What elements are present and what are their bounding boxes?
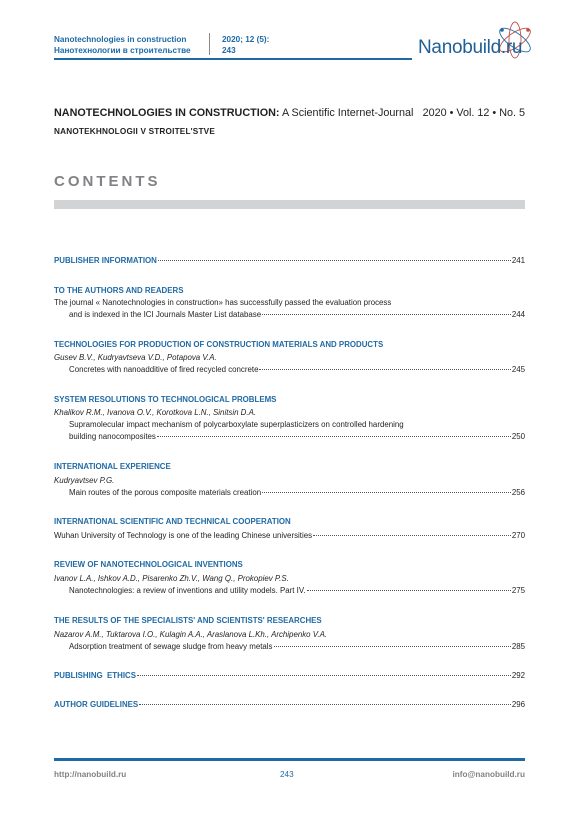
page-number: 296: [511, 700, 525, 709]
page-number: 244: [511, 310, 525, 319]
leader-dots: [262, 492, 511, 493]
section-title-results: THE RESULTS OF THE SPECIALISTS' AND SCIENTISTS' RESEARCHES: [54, 616, 322, 625]
page-number: 241: [511, 256, 525, 265]
article-title: Main routes of the porous composite materials creation: [69, 488, 262, 497]
article-title: Nanotechnologies: a review of inventions and utility models. Part IV.: [69, 586, 306, 595]
page-number: 285: [511, 642, 525, 651]
page-number: 292: [511, 671, 525, 680]
section-title-review: REVIEW OF NANOTECHNOLOGICAL INVENTIONS: [54, 560, 243, 569]
toc-author-guidelines[interactable]: [54, 700, 525, 709]
toc-entry-review[interactable]: [69, 586, 525, 595]
footer-page-number: 243: [280, 770, 294, 779]
header-rule: [54, 58, 412, 60]
leader-dots: [157, 436, 511, 437]
leader-dots: [313, 535, 511, 536]
header-journal-ru: Нанотехнологии в строительстве: [54, 46, 191, 55]
journal-title: [54, 107, 413, 119]
contents-bar: [54, 200, 525, 209]
article-title: Adsorption treatment of sewage sludge from heavy metals: [69, 642, 273, 651]
leader-dots: [274, 646, 511, 647]
article-authors: Ivanov L.A., Ishkov A.D., Pisarenko Zh.V., Wang Q., Prokopiev P.S.: [54, 574, 289, 583]
leader-dots: [307, 590, 511, 591]
page-number: 270: [511, 531, 525, 540]
leader-dots: [158, 260, 511, 261]
section-title-system-resolutions: SYSTEM RESOLUTIONS TO TECHNOLOGICAL PROBLEMS: [54, 395, 277, 404]
header-journal-name: [54, 34, 191, 56]
footer-rule: [54, 758, 525, 761]
leader-dots: [259, 369, 510, 370]
section-title: AUTHOR GUIDELINES: [54, 700, 139, 709]
leader-dots: [139, 704, 511, 705]
article-authors: Kudryavtsev P.G.: [54, 476, 115, 485]
article-title-line: building nanocomposites: [69, 432, 156, 441]
footer-url[interactable]: http://nanobuild.ru: [54, 770, 127, 779]
journal-title-rest: A Scientific Internet-Journal: [279, 107, 414, 119]
section-title-international-experience: INTERNATIONAL EXPERIENCE: [54, 462, 171, 471]
toc-entry-results[interactable]: [69, 642, 525, 651]
section-title: PUBLISHING ETHICS: [54, 671, 136, 680]
toc-entry-readers[interactable]: [69, 310, 525, 319]
page-number: 245: [511, 365, 525, 374]
article-title-line[interactable]: Supramolecular impact mechanism of polycarboxylate superplasticizers on controlled hardening: [69, 420, 404, 429]
article-authors: Nazarov A.M., Tuktarova I.O., Kulagin A.A., Araslanova L.Kh., Archipenko V.A.: [54, 630, 328, 639]
article-title: Concretes with nanoadditive of fired recycled concrete: [69, 365, 259, 374]
nanobuild-logo: [418, 18, 538, 68]
article-line[interactable]: The journal « Nanotechnologies in construction» has successfully passed the evaluation process: [54, 298, 392, 307]
leader-dots: [137, 675, 511, 676]
page-number: 275: [511, 586, 525, 595]
journal-translit: NANOTEKHNOLOGII V STROITEL'STVE: [54, 127, 215, 136]
page-number: 256: [511, 488, 525, 497]
header-citation: [222, 34, 269, 56]
article-title: Wuhan University of Technology is one of the leading Chinese universities: [54, 531, 313, 540]
header-separator: [209, 33, 210, 55]
toc-entry-technologies[interactable]: [69, 365, 525, 374]
logo-text: Nanobuild.ru: [418, 37, 523, 58]
toc-publishing-ethics[interactable]: [54, 671, 525, 680]
article-authors: Khalikov R.M., Ivanova O.V., Korotkova L.N., Sinitsin D.A.: [54, 408, 257, 417]
journal-issue: 2020 • Vol. 12 • No. 5: [422, 107, 525, 119]
page-number: 250: [511, 432, 525, 441]
section-title-technologies: TECHNOLOGIES FOR PRODUCTION OF CONSTRUCTION MATERIALS AND PRODUCTS: [54, 340, 384, 349]
section-title: PUBLISHER INFORMATION: [54, 256, 157, 265]
toc-entry-system[interactable]: [69, 432, 525, 441]
article-authors: Gusev B.V., Kudryavtseva V.D., Potapova V.A.: [54, 353, 217, 362]
section-title-cooperation: INTERNATIONAL SCIENTIFIC AND TECHNICAL COOPERATION: [54, 517, 291, 526]
journal-title-bold: NANOTECHNOLOGIES IN CONSTRUCTION:: [54, 107, 280, 119]
toc-entry-international[interactable]: [69, 488, 525, 497]
toc-entry-cooperation[interactable]: [54, 531, 525, 540]
contents-heading: CONTENTS: [54, 173, 161, 190]
header-citation-volume: 2020; 12 (5):: [222, 35, 270, 44]
header-citation-page: 243: [222, 46, 236, 55]
section-title-authors-readers: TO THE AUTHORS AND READERS: [54, 286, 184, 295]
footer-email[interactable]: info@nanobuild.ru: [452, 770, 525, 779]
header-journal-en: Nanotechnologies in construction: [54, 35, 187, 44]
leader-dots: [262, 314, 511, 315]
article-line: and is indexed in the ICI Journals Master List database: [69, 310, 262, 319]
toc-publisher-information[interactable]: [54, 256, 525, 265]
